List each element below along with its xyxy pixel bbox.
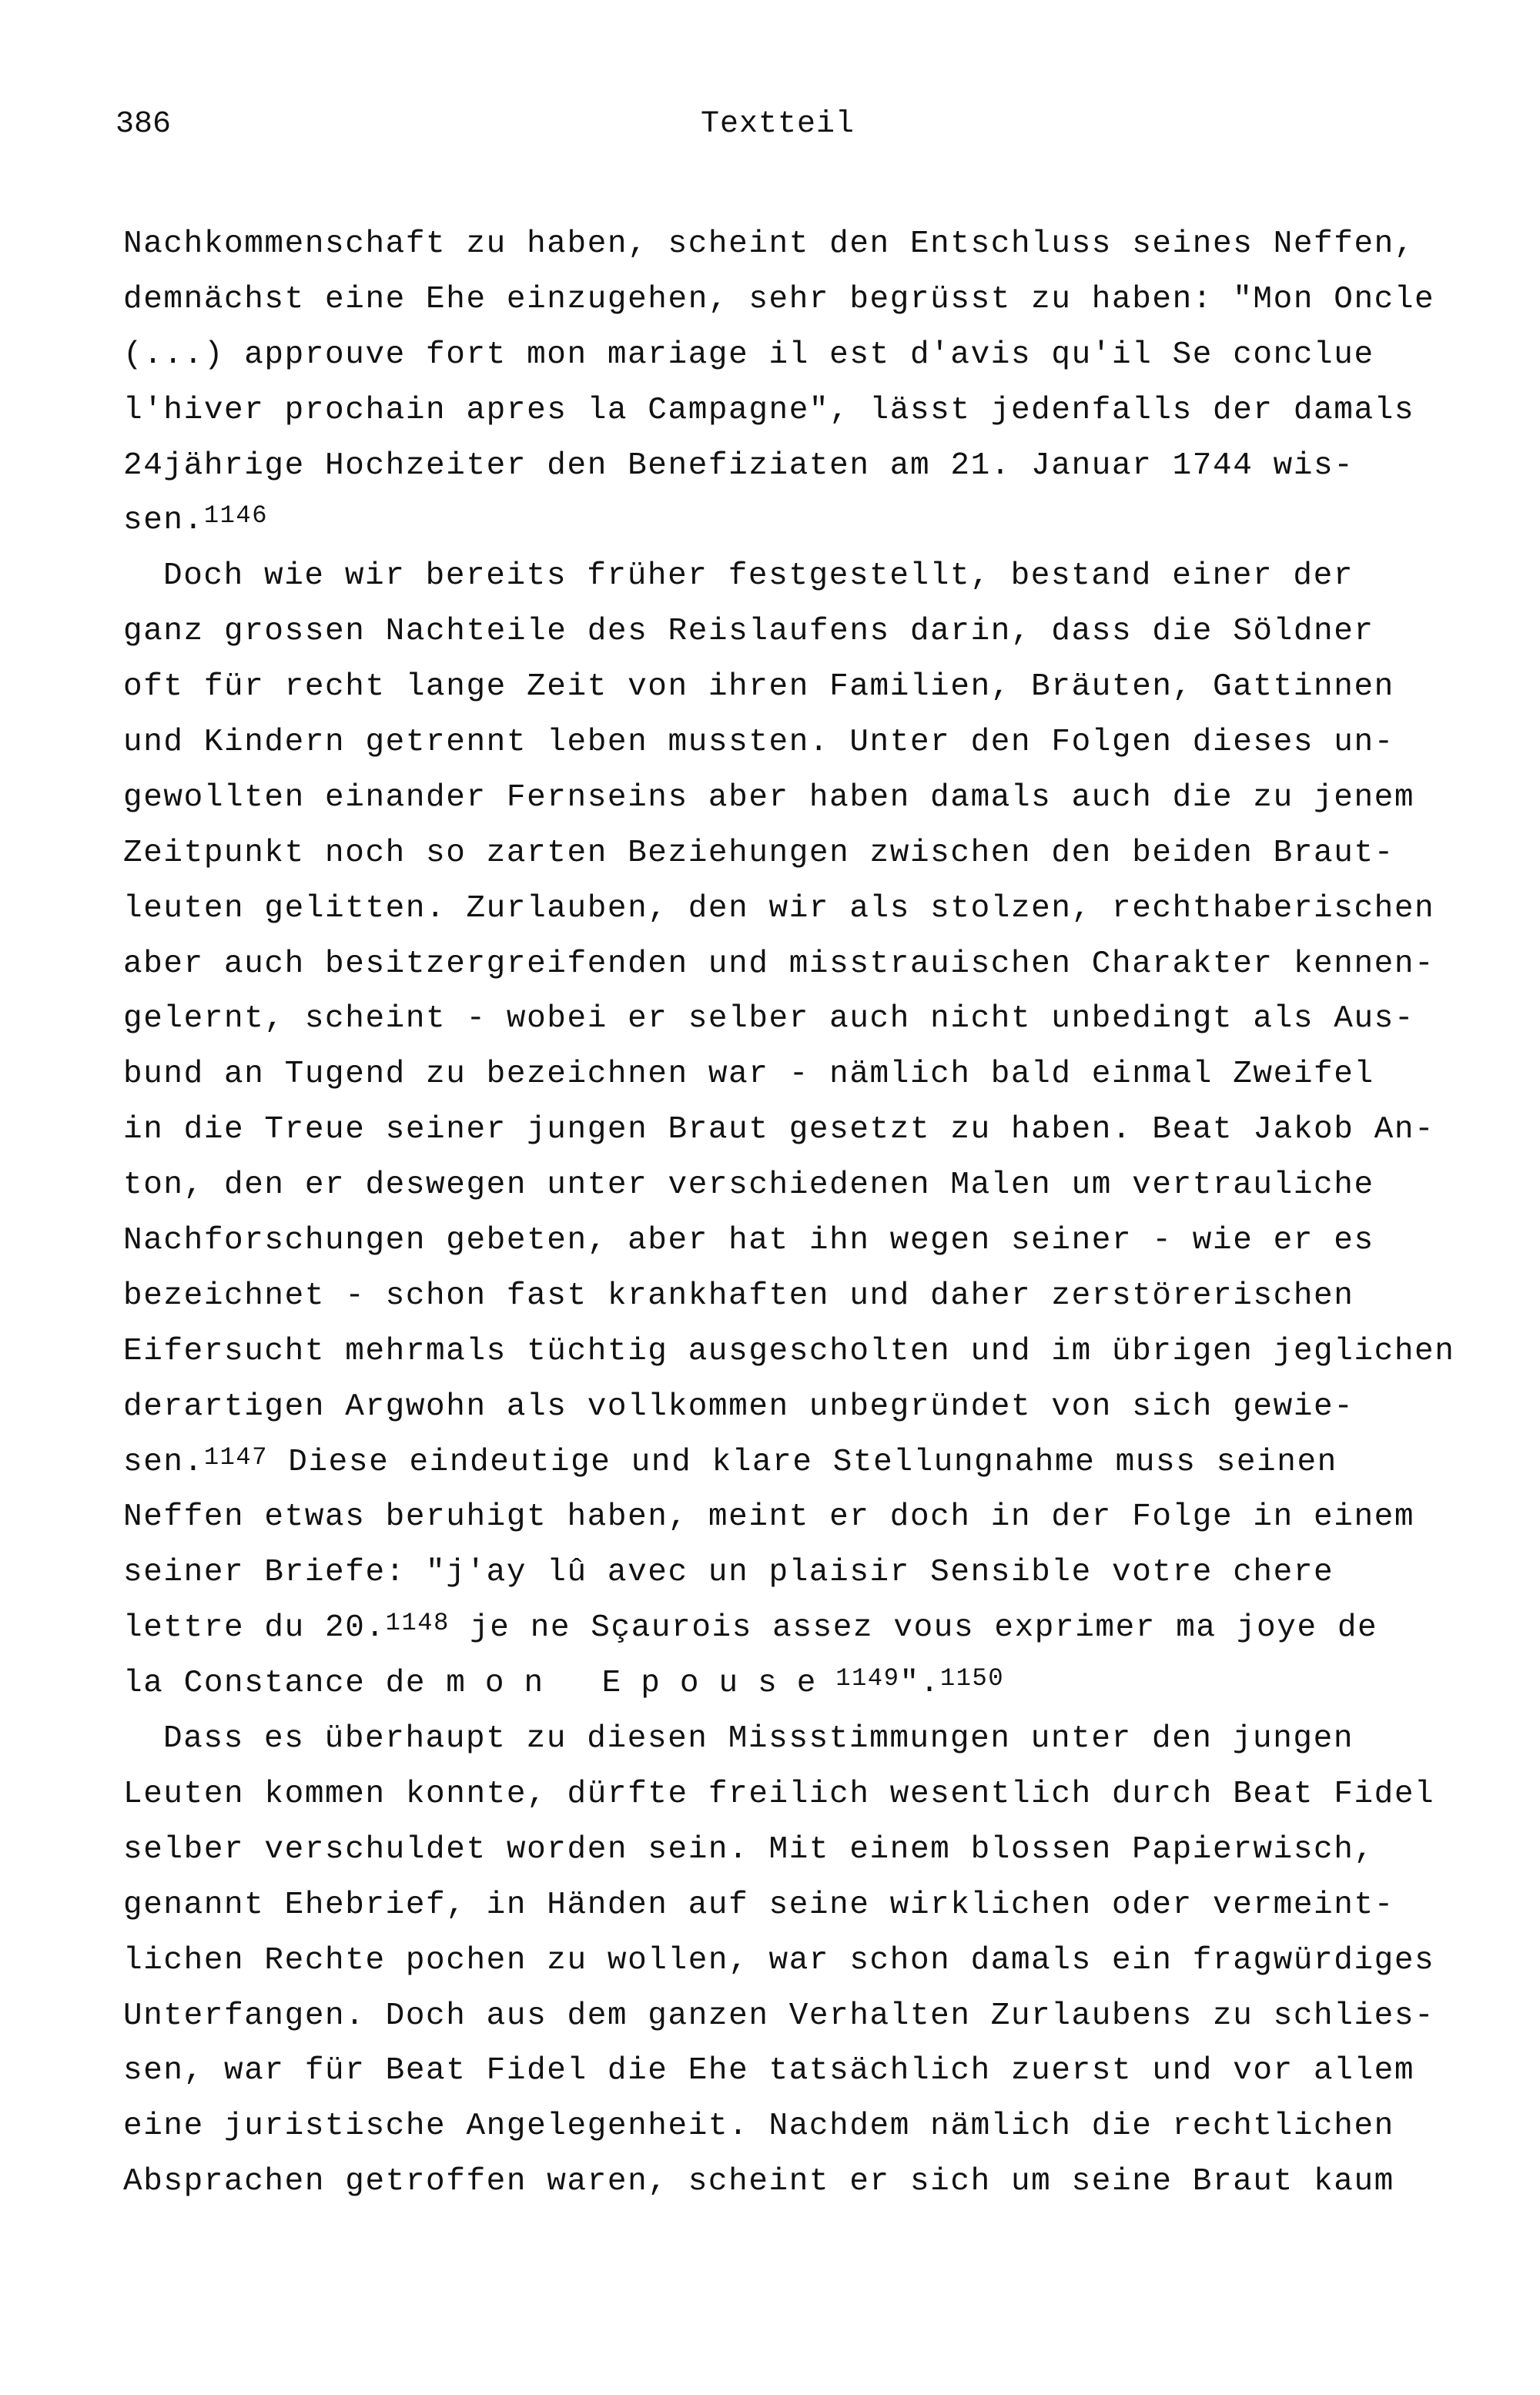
line-text-continued: Diese eindeutige und klare Stellungnahme muss seinen <box>268 1444 1337 1480</box>
line-text: gewollten einander Fernseins aber haben damals auch die zu jenem <box>123 779 1415 816</box>
text-line <box>123 439 1509 494</box>
text-line <box>123 549 1509 605</box>
line-text: Unterfangen. Doch aus dem ganzen Verhalten Zurlaubens zu schlies- <box>123 1998 1435 2034</box>
body-text <box>123 217 1509 2210</box>
text-line <box>123 494 1509 549</box>
line-text: sen, war für Beat Fidel die Ehe tatsächlich zuerst und vor allem <box>123 2053 1415 2089</box>
line-text: oft für recht lange Zeit von ihren Familien, Bräuten, Gattinnen <box>123 669 1394 705</box>
line-text: sen. <box>123 1444 204 1480</box>
line-text: bund an Tugend zu bezeichnen war - nämlich bald einmal Zweifel <box>123 1057 1374 1093</box>
page-header <box>116 102 1509 148</box>
text-line <box>123 328 1509 384</box>
line-text: Zeitpunkt noch so zarten Beziehungen zwischen den beiden Braut- <box>123 835 1394 871</box>
line-text: eine juristische Angelegenheit. Nachdem nämlich die rechtlichen <box>123 2109 1394 2145</box>
line-text: Nachkommenschaft zu haben, scheint den Entschluss seines Neffen, <box>123 226 1415 262</box>
line-text: la Constance de <box>123 1666 447 1702</box>
text-line <box>123 937 1509 993</box>
text-line <box>123 217 1509 273</box>
footnote-marker: 1146 <box>203 501 269 531</box>
footnote-marker: 1147 <box>203 1442 269 1472</box>
footnote-marker: 1149 <box>835 1664 900 1693</box>
line-text: lichen Rechte pochen zu wollen, war schon damals ein fragwürdiges <box>123 1942 1435 1978</box>
text-line <box>123 1269 1509 1325</box>
line-text: l'hiver prochain apres la Campagne", lässt jedenfalls der damals <box>123 392 1415 428</box>
text-line <box>123 1214 1509 1269</box>
text-line <box>123 1767 1509 1823</box>
line-text: und Kindern getrennt leben mussten. Unter den Folgen dieses un- <box>123 725 1394 761</box>
line-text-continued: ". <box>899 1666 940 1702</box>
line-text: sen. <box>123 503 204 539</box>
line-text: Eifersucht mehrmals tüchtig ausgescholten und im übrigen jeglichen <box>123 1333 1455 1369</box>
line-text: derartigen Argwohn als vollkommen unbegründet von sich gewie- <box>123 1388 1354 1425</box>
text-line <box>123 1325 1509 1380</box>
running-title: Textteil <box>700 107 855 142</box>
line-text: in die Treue seiner jungen Braut gesetzt zu haben. Beat Jakob An- <box>123 1112 1435 1148</box>
footnote-marker: 1148 <box>385 1609 450 1638</box>
line-text: 24jährige Hochzeiter den Benefiziaten am 21. Januar 1744 wis- <box>123 447 1354 484</box>
line-text: gelernt, scheint - wobei er selber auch nicht unbedingt als Aus- <box>123 1001 1415 1037</box>
text-line <box>123 1601 1509 1656</box>
line-text: Nachforschungen gebeten, aber hat ihn wegen seiner - wie er es <box>123 1223 1374 1259</box>
text-line <box>123 992 1509 1047</box>
text-line <box>123 771 1509 826</box>
line-text: (...) approuve fort mon mariage il est d'avis qu'il Se conclue <box>123 337 1374 373</box>
text-line <box>123 1158 1509 1214</box>
text-line <box>123 605 1509 660</box>
line-text: Leuten kommen konnte, dürfte freilich wesentlich durch Beat Fidel <box>123 1776 1435 1812</box>
text-line <box>123 2099 1509 2155</box>
line-text-continued: je ne Sçaurois assez vous exprimer ma joye de <box>449 1610 1378 1646</box>
text-line <box>123 1989 1509 2045</box>
text-line <box>123 2155 1509 2210</box>
text-line <box>123 1712 1509 1767</box>
text-line <box>123 1934 1509 1989</box>
text-line <box>123 1380 1509 1435</box>
text-line <box>123 1490 1509 1546</box>
text-line <box>123 273 1509 328</box>
line-text: selber verschuldet worden sein. Mit einem blossen Papierwisch, <box>123 1831 1374 1867</box>
line-text: Absprachen getroffen waren, scheint er sich um seine Braut kaum <box>123 2164 1394 2200</box>
text-line <box>123 882 1509 937</box>
text-line <box>123 715 1509 771</box>
text-line <box>123 1546 1509 1601</box>
text-line <box>123 2044 1509 2099</box>
line-text: ganz grossen Nachteile des Reislaufens darin, dass die Söldner <box>123 614 1374 650</box>
text-line <box>123 660 1509 715</box>
line-text: ton, den er deswegen unter verschiedenen Malen um vertrauliche <box>123 1167 1374 1204</box>
text-line <box>123 1823 1509 1878</box>
spaced-text: mon Epouse <box>446 1666 836 1702</box>
line-text: genannt Ehebrief, in Händen auf seine wirklichen oder vermeint- <box>123 1887 1394 1923</box>
line-text: aber auch besitzergreifenden und misstrauischen Charakter kennen- <box>123 946 1435 982</box>
text-line <box>123 1656 1509 1712</box>
line-text: bezeichnet - schon fast krankhaften und daher zerstörerischen <box>123 1278 1354 1314</box>
line-text: demnächst eine Ehe einzugehen, sehr begrüsst zu haben: "Mon Oncle <box>123 281 1435 317</box>
page-number: 386 <box>116 107 172 142</box>
text-line <box>123 1878 1509 1934</box>
text-line <box>123 1047 1509 1103</box>
line-text: Doch wie wir bereits früher festgestellt, bestand einer der <box>163 558 1354 595</box>
text-line <box>123 1435 1509 1491</box>
line-text: seiner Briefe: "j'ay lû avec un plaisir Sensible votre chere <box>123 1555 1334 1591</box>
footnote-marker: 1150 <box>939 1664 1005 1693</box>
line-text: Dass es überhaupt zu diesen Missstimmungen unter den jungen <box>163 1721 1354 1757</box>
text-line <box>123 1103 1509 1158</box>
line-text: leuten gelitten. Zurlauben, den wir als stolzen, rechthaberischen <box>123 890 1435 926</box>
line-text: Neffen etwas beruhigt haben, meint er doch in der Folge in einem <box>123 1499 1415 1536</box>
line-text: lettre du 20. <box>123 1610 386 1646</box>
text-line <box>123 384 1509 439</box>
text-line <box>123 826 1509 882</box>
